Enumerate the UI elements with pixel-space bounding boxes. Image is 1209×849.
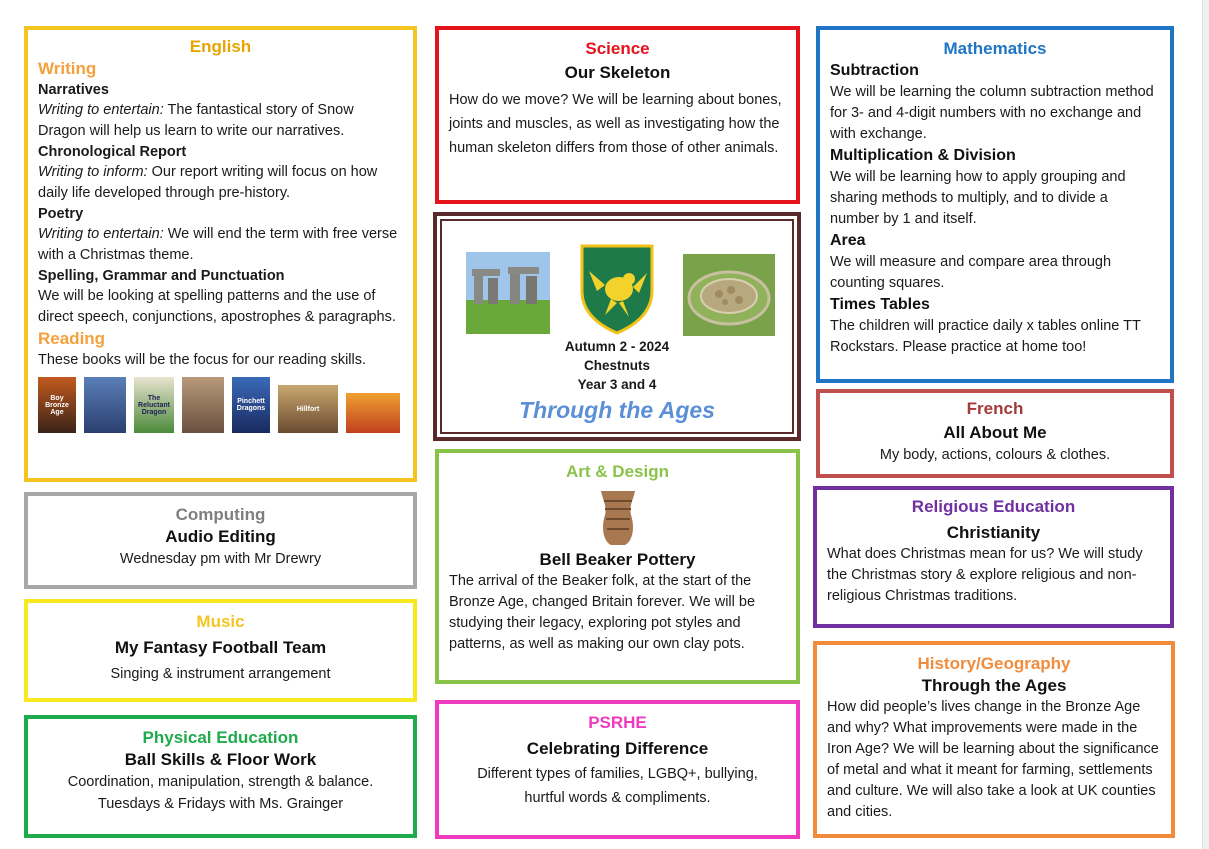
book-cover <box>346 393 400 433</box>
history-panel <box>813 641 1175 838</box>
maths-tables-title: Times Tables <box>830 296 930 313</box>
topic-title: Through the Ages <box>519 397 715 423</box>
poetry-text <box>38 224 403 266</box>
pe-line2: Tuesdays & Fridays with Ms. Grainger <box>97 796 344 812</box>
hillfort-image <box>683 254 775 336</box>
narratives-lead: Writing to entertain: <box>38 102 164 118</box>
re-panel <box>813 486 1174 628</box>
book-cover: Hillfort <box>278 385 338 433</box>
beaker-pot-image <box>595 487 641 547</box>
book-cover <box>182 377 224 433</box>
poetry-body: We will end the term with free verse with a Christmas theme. <box>38 226 398 263</box>
topic-panel <box>433 212 801 441</box>
school-crest-image <box>579 243 655 335</box>
maths-area-title: Area <box>830 232 866 249</box>
science-subtitle: Our Skeleton <box>564 63 671 82</box>
topic-info <box>442 337 792 394</box>
pe-subtitle: Ball Skills & Floor Work <box>124 750 317 769</box>
topic-year: Year 3 and 4 <box>577 377 657 392</box>
computing-subtitle: Audio Editing <box>165 527 276 546</box>
re-text: What does Christmas mean for us? We will study the Christmas story & explore religious and non-religious Christmas traditions. <box>827 546 1143 604</box>
art-subtitle: Bell Beaker Pottery <box>539 550 696 569</box>
science-panel <box>435 26 800 204</box>
psrhe-line1: Different types of families, LGBQ+, bullying, <box>477 766 758 782</box>
english-title: English <box>189 37 252 56</box>
spag-title: Spelling, Grammar and Punctuation <box>38 268 285 284</box>
music-title: Music <box>196 612 245 631</box>
reading-heading: Reading <box>38 329 106 348</box>
poetry-lead: Writing to entertain: <box>38 226 164 242</box>
computing-title: Computing <box>175 505 266 524</box>
book-cover: The Reluctant Dragon <box>134 377 174 433</box>
report-body: Our report writing will focus on how daily life developed through pre-history. <box>38 164 378 201</box>
scrollbar[interactable] <box>1202 0 1209 849</box>
science-text: How do we move? We will be learning about bones, joints and muscles, as well as investigating how the human skeleton differs from those of other animals. <box>449 92 782 156</box>
maths-subtraction-title: Subtraction <box>830 62 919 79</box>
topic-inner <box>440 219 794 434</box>
book-cover <box>84 377 126 433</box>
reading-text: These books will be the focus for our reading skills. <box>38 352 367 368</box>
maths-subtraction-text: We will be learning the column subtraction method for 3- and 4-digit numbers with no exchange and with exchange. <box>830 84 1154 142</box>
french-text: My body, actions, colours & clothes. <box>879 447 1111 463</box>
maths-tables-text: The children will practice daily x tables online TT Rockstars. Please practice at home too! <box>830 318 1141 355</box>
spag-text: We will be looking at spelling patterns and the use of direct speech, conjunctions, apostrophes & paragraphs. <box>38 288 396 325</box>
french-title: French <box>966 399 1024 418</box>
psrhe-panel <box>435 700 800 839</box>
narratives-title: Narratives <box>38 82 109 98</box>
music-text: Singing & instrument arrangement <box>110 666 331 682</box>
narratives-text <box>38 100 403 142</box>
history-subtitle: Through the Ages <box>921 676 1067 695</box>
maths-title: Mathematics <box>943 39 1047 58</box>
narratives-body: The fantastical story of Snow Dragon will help us learn to write our narratives. <box>38 102 354 139</box>
history-title: History/Geography <box>917 654 1071 673</box>
art-title: Art & Design <box>566 462 669 481</box>
book-cover: Pinchett Dragons <box>232 377 270 433</box>
french-subtitle: All About Me <box>943 423 1047 442</box>
book-covers <box>38 377 403 433</box>
art-text: The arrival of the Beaker folk, at the start of the Bronze Age, changed Britain forever. We will be studying their legacy, exploring pot styles and patterns, as well as making our own clay pots. <box>449 573 756 652</box>
report-lead: Writing to inform: <box>38 164 148 180</box>
english-panel <box>24 26 417 482</box>
pe-panel <box>24 715 417 838</box>
maths-multiplication-text: We will be learning how to apply grouping and sharing methods to multiply, and to divide a number by 1 and itself. <box>830 169 1126 227</box>
poetry-title: Poetry <box>38 206 84 222</box>
maths-multiplication-title: Multiplication & Division <box>830 147 1016 164</box>
stonehenge-image <box>466 252 550 334</box>
report-title: Chronological Report <box>38 144 187 160</box>
art-panel <box>435 449 800 684</box>
maths-area-text: We will measure and compare area through counting squares. <box>830 254 1112 291</box>
music-subtitle: My Fantasy Football Team <box>114 638 327 657</box>
re-title: Religious Education <box>911 497 1076 516</box>
report-text <box>38 162 403 204</box>
computing-text: Wednesday pm with Mr Drewry <box>119 551 322 567</box>
french-panel <box>816 389 1174 478</box>
re-subtitle: Christianity <box>946 523 1041 542</box>
history-text: How did people’s lives change in the Bronze Age and why? What improvements were made in the Iron Age? We will be learning about the significance of metal and what it meant for farming, settlements and culture. We will also take a look at UK counties and cities. <box>827 699 1159 820</box>
writing-heading: Writing <box>38 59 97 78</box>
psrhe-line2: hurtful words & compliments. <box>524 790 711 806</box>
pe-title: Physical Education <box>142 728 299 747</box>
psrhe-title: PSRHE <box>588 713 647 732</box>
psrhe-subtitle: Celebrating Difference <box>526 739 709 758</box>
topic-class: Chestnuts <box>583 358 650 373</box>
maths-panel <box>816 26 1174 383</box>
computing-panel <box>24 492 417 589</box>
book-cover: Boy Bronze Age <box>38 377 76 433</box>
music-panel <box>24 599 417 702</box>
science-title: Science <box>585 39 650 58</box>
pe-line1: Coordination, manipulation, strength & balance. <box>67 774 374 790</box>
topic-term: Autumn 2 - 2024 <box>564 339 670 354</box>
